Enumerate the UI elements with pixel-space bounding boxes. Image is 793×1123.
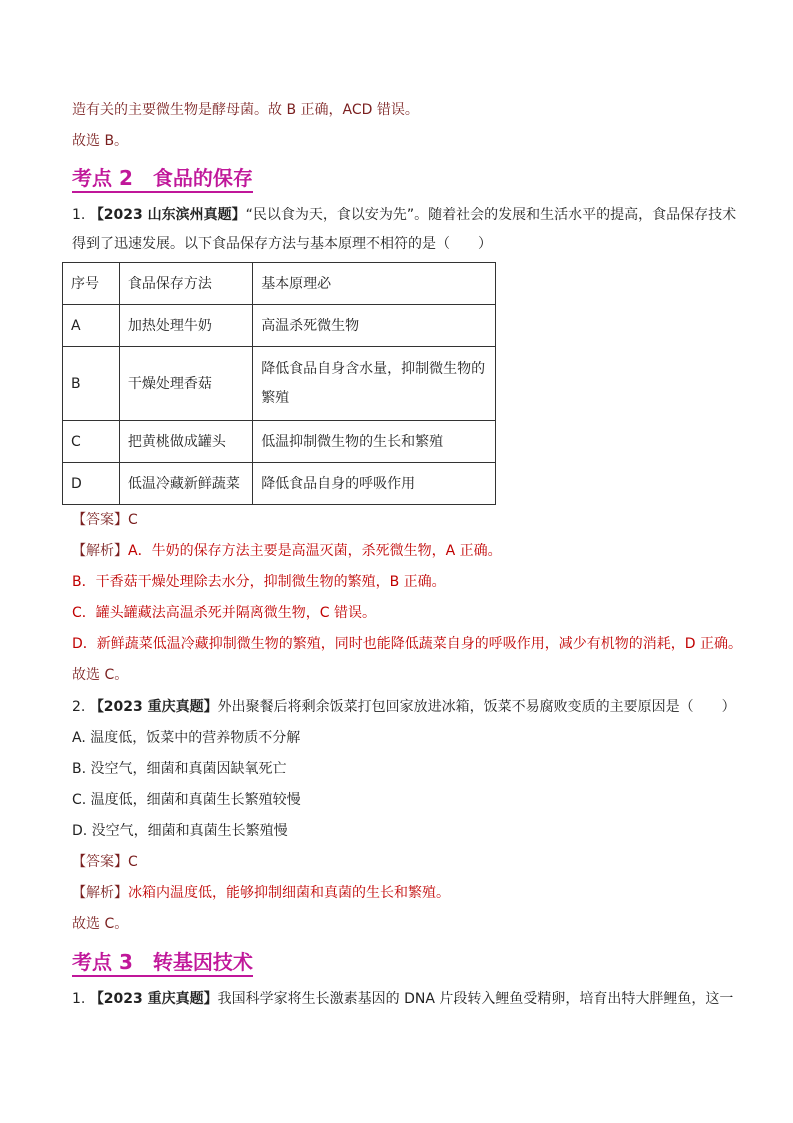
question-stem-text: 外出聚餐后将剩余饭菜打包回家放进冰箱，饭菜不易腐败变质的主要原因是（ ） [217,699,736,715]
answer-line [72,852,138,872]
question-stem [72,697,736,717]
question-number: 1. [72,207,86,223]
question-source-tag: 【2023 重庆真题】 [89,991,218,1007]
table-row [63,347,496,421]
table-cell-principle: 高温杀死微生物 [253,305,496,347]
answer-value: C [128,854,138,870]
analysis-line [72,883,450,903]
table-cell-id: B [63,347,120,421]
question-stem [72,989,733,1009]
table-cell-id: A [63,305,120,347]
table-cell-principle: 降低食品自身的呼吸作用 [253,463,496,505]
question-number: 1. [72,991,86,1007]
question-stem-continued: 得到了迅速发展。以下食品保存方法与基本原理不相符的是（ ） [72,236,492,252]
table-cell-method: 低温冷藏新鲜蔬菜 [119,463,252,505]
question-source-tag: 【2023 重庆真题】 [89,699,218,715]
table-header-cell: 基本原理必 [253,263,496,305]
question-stem [72,205,736,225]
section-heading: 考点 3 转基因技术 [72,950,253,977]
conclusion-text: 故选 C。 [72,916,129,932]
question-source-tag: 【2023 山东滨州真题】 [89,207,246,223]
option-c: C. 温度低，细菌和真菌生长繁殖较慢 [72,792,301,808]
analysis-text: 冰箱内温度低，能够抑制细菌和真菌的生长和繁殖。 [128,885,450,901]
answer-value: C [128,512,138,528]
conclusion-text: 故选 B。 [72,133,129,149]
section-heading: 考点 2 食品的保存 [72,166,253,193]
option-a: A. 温度低，饭菜中的营养物质不分解 [72,730,301,746]
question-stem-text: “民以食为天，食以安为先”。随着社会的发展和生活水平的提高，食品保存技术 [245,207,737,223]
analysis-tag: 【解析】 [72,543,128,559]
table-row [63,305,496,347]
question-stem-text: 我国科学家将生长激素基因的 DNA 片段转入鲤鱼受精卵，培育出特大胖鲤鱼，这一 [217,991,734,1007]
option-d: D. 没空气，细菌和真菌生长繁殖慢 [72,823,288,839]
table-cell-method: 干燥处理香菇 [119,347,252,421]
analysis-text: D．新鲜蔬菜低温冷藏抑制微生物的繁殖，同时也能降低蔬菜自身的呼吸作用，减少有机物的消耗，D 正确。 [72,636,743,652]
answer-tag: 【答案】 [72,512,128,528]
table-header-cell: 序号 [63,263,120,305]
analysis-text: A．牛奶的保存方法主要是高温灭菌，杀死微生物，A 正确。 [128,543,502,559]
text-line: 造有关的主要微生物是酵母菌。故 B 正确，ACD 错误。 [72,102,419,118]
table-cell-method: 加热处理牛奶 [119,305,252,347]
analysis-line [72,541,502,561]
table-cell-principle: 低温抑制微生物的生长和繁殖 [253,421,496,463]
table-cell-principle: 降低食品自身含水量，抑制微生物的繁殖 [253,347,496,421]
analysis-text: C．罐头罐藏法高温杀死并隔离微生物，C 错误。 [72,605,376,621]
preservation-table [62,262,496,505]
table-cell-method: 把黄桃做成罐头 [119,421,252,463]
table-header-row [63,263,496,305]
analysis-text: B．干香菇干燥处理除去水分，抑制微生物的繁殖，B 正确。 [72,574,446,590]
table-row [63,421,496,463]
option-b: B. 没空气，细菌和真菌因缺氧死亡 [72,761,287,777]
answer-line [72,510,138,530]
question-number: 2. [72,699,86,715]
table-cell-id: C [63,421,120,463]
table-header-cell: 食品保存方法 [119,263,252,305]
table-cell-id: D [63,463,120,505]
table-row [63,463,496,505]
answer-tag: 【答案】 [72,854,128,870]
conclusion-text: 故选 C。 [72,667,129,683]
analysis-tag: 【解析】 [72,885,128,901]
